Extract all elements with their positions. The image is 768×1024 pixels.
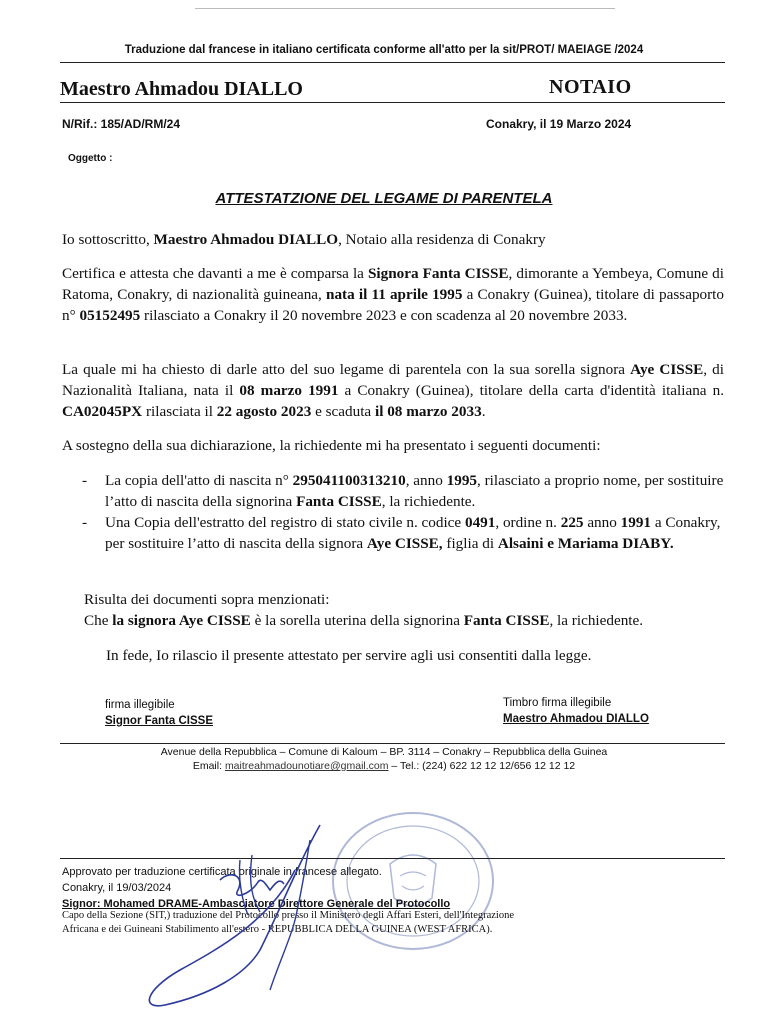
id-issue-date: 22 agosto 2023	[216, 403, 312, 420]
translation-note: Traduzione dal francese in italiano certificata conforme all'atto per la sit/PROT/ MAEIAGE /2024	[124, 44, 644, 56]
intro-paragraph	[62, 229, 724, 250]
declarant-name: Signora Fanta CISSE	[367, 265, 509, 282]
footer-rule	[60, 743, 725, 744]
text-span: , rilasciato a proprio nome, per sostituire l’atto di nascita della signorina	[105, 472, 724, 510]
sister-name: Aye CISSE	[630, 361, 704, 378]
email-link[interactable]: maitreahmadounotiare@gmail.com	[224, 760, 389, 772]
approval-date: Conakry, il 19/03/2024	[62, 882, 172, 894]
result-paragraph	[84, 589, 724, 631]
approval-office-line1: Capo della Sezione (SIT,) traduzione del Protocollo presso il Ministero degli Affari Esteri, dell'Integrazione	[62, 910, 515, 921]
text-span: Certifica e attesta che davanti a me è comparsa la	[62, 265, 368, 282]
result-intro: Risulta dei documenti sopra menzionati:	[84, 591, 330, 608]
approval-office-line2: Africana e dei Guineani Stabilimento all'estero - REPUBBLICA DELLA GUINEA (WEST AFRICA).	[62, 924, 493, 935]
birth-date: nata il 11 aprile 1995	[326, 286, 463, 303]
name-rule	[60, 102, 725, 103]
sister-birth-date: 08 marzo 1991	[239, 382, 339, 399]
handwritten-signature-icon	[120, 800, 420, 1020]
intro-text-2: , Notaio alla residenza di Conakry	[338, 231, 546, 248]
list-dash: -	[82, 472, 88, 489]
text-span: , la richiedente.	[381, 493, 476, 510]
text-span: , dimorante a Yembeya, Comune di Ratoma, Conakry, di nazionalità guineana,	[62, 265, 724, 303]
birth-act-number: 295041100313210	[292, 472, 406, 489]
text-span: .	[481, 403, 486, 420]
applicant-name: Fanta CISSE	[296, 493, 382, 510]
footer-address: Avenue della Repubblica – Comune di Kaloum – BP. 3114 – Conakry – Repubblica della Guinea	[160, 746, 608, 758]
intro-text-1: Io sottoscritto,	[62, 231, 154, 248]
list-item	[62, 470, 724, 512]
right-signature-name: Maestro Ahmadou DIALLO	[503, 713, 649, 725]
notary-name: Maestro Ahmadou DIALLO	[60, 78, 303, 100]
text-span: , ordine n.	[495, 514, 561, 531]
notary-role: NOTAIO	[549, 76, 632, 98]
result-statement	[84, 610, 724, 631]
scan-top-line	[195, 8, 615, 9]
registry-order: 225	[560, 514, 584, 531]
text-span: , anno	[405, 472, 447, 489]
sister-paragraph	[62, 359, 724, 422]
text-span: a Conakry (Guinea), titolare della carta d'identità italiana n.	[338, 382, 725, 399]
approval-text: Approvato per traduzione certificata originale in francese allegato.	[62, 866, 382, 878]
applicant-name: Fanta CISSE	[463, 612, 550, 629]
header-rule	[60, 62, 725, 63]
text-span: rilasciata il	[142, 403, 217, 420]
right-signature-label: Timbro firma illegibile	[503, 697, 612, 709]
list-dash: -	[82, 514, 88, 531]
document-title: ATTESTATZIONE DEL LEGAME DI PARENTELA	[215, 190, 553, 207]
registry-code: 0491	[464, 514, 496, 531]
text-span: è la sorella uterina della signorina	[250, 612, 464, 629]
documents-list	[62, 470, 724, 554]
declarant-paragraph	[62, 263, 724, 326]
id-expiry-date: il 08 marzo 2033	[374, 403, 482, 420]
approval-signer: Signor: Mohamed DRAME-Ambasciatore Direttore Generale del Protocollo	[62, 898, 451, 910]
subject-label: Oggetto :	[68, 153, 113, 164]
sister-name: Aye CISSE,	[366, 535, 443, 552]
list-item	[62, 512, 724, 554]
parents-names: Alsaini e Mariama DIABY.	[497, 535, 674, 552]
text-span: La quale mi ha chiesto di darle atto del suo legame di parentela con la sua sorella signora	[62, 361, 631, 378]
documents-intro: A sostegno della sua dichiarazione, la richiedente mi ha presentato i seguenti documenti:	[62, 437, 601, 454]
id-card-number: CA02045PX	[62, 403, 143, 420]
text-span: figlia di	[442, 535, 498, 552]
birth-act-year: 1995	[446, 472, 477, 489]
reference-number: N/Rif.: 185/AD/RM/24	[62, 117, 181, 131]
text-span: Una Copia dell'estratto del registro di stato civile n. codice	[105, 514, 465, 531]
text-span: rilasciato a Conakry il 20 novembre 2023 e con scadenza al 20 novembre 2033.	[140, 307, 628, 324]
text-span: , la richiedente.	[549, 612, 644, 629]
text-span: anno	[583, 514, 621, 531]
text-span: La copia dell'atto di nascita n°	[105, 472, 293, 489]
intro-notary-name: Maestro Ahmadou DIALLO	[153, 231, 339, 248]
text-span: a Conakry (Guinea), titolare di passaporto n°	[62, 286, 724, 324]
text-span: Che	[84, 612, 113, 629]
text-span: e scaduta	[311, 403, 375, 420]
text-span: a Conakry, per sostituire l’atto di nascita della signora	[105, 514, 721, 552]
phone-number: – Tel.: (224) 622 12 12 12/656 12 12 12	[388, 760, 576, 772]
left-signature-name: Signor Fanta CISSE	[105, 715, 213, 727]
closing-statement: In fede, Io rilascio il presente attestato per servire agli usi consentiti dalla legge.	[106, 647, 592, 664]
text-span: , di Nazionalità Italiana, nata il	[62, 361, 724, 399]
passport-number: 05152495	[79, 307, 141, 324]
left-signature-label: firma illegibile	[105, 699, 175, 711]
footer-contact	[0, 760, 768, 772]
email-label: Email:	[192, 760, 225, 772]
place-date: Conakry, il 19 Marzo 2024	[486, 117, 632, 131]
sister-name: la signora Aye CISSE	[112, 612, 251, 629]
registry-year: 1991	[620, 514, 652, 531]
